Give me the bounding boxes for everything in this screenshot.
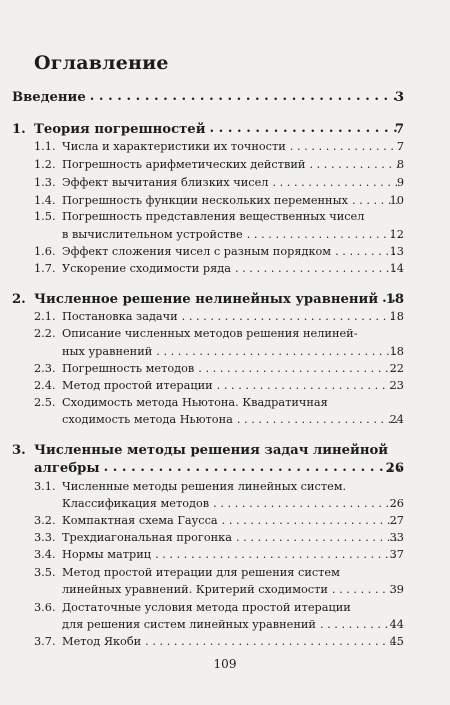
item-title: Погрешность арифметических действий [62, 158, 306, 171]
item-number: 3.4. [34, 548, 56, 561]
toc-item-cont [34, 618, 404, 631]
toc-item-cont [34, 345, 404, 358]
item-page: 27 [389, 514, 404, 527]
item-number: 2.5. [34, 396, 56, 409]
item-title-line2: сходимость метода Ньютона [62, 413, 233, 426]
toc-item [34, 176, 404, 189]
item-page: 8 [396, 158, 404, 171]
chapter-page: 26 [385, 461, 404, 476]
toc-item [34, 379, 404, 392]
item-number: 1.1. [34, 140, 56, 153]
item-number: 1.3. [34, 176, 56, 189]
toc-item [34, 327, 404, 340]
toc-chapter [12, 292, 404, 307]
toc-intro-title: Введение [12, 90, 86, 105]
item-title-line1: Погрешность представления вещественных чисел [62, 210, 365, 223]
item-title: Нормы матриц [62, 548, 152, 561]
toc-chapter [12, 443, 404, 458]
toc-item [34, 480, 404, 493]
item-title: Метод простой итерации [62, 379, 213, 392]
toc-item [34, 262, 404, 275]
item-page: 7 [396, 140, 404, 153]
item-number: 3.3. [34, 531, 56, 544]
item-page: 23 [389, 379, 404, 392]
item-page: 26 [389, 497, 404, 510]
item-page: 12 [389, 228, 404, 241]
item-title-line2: для решения систем линейных уравнений [62, 618, 316, 631]
item-title: Ускорение сходимости ряда [62, 262, 231, 275]
item-title-line1: Сходимость метода Ньютона. Квадратичная [62, 396, 328, 409]
toc-item-cont [34, 228, 404, 241]
item-number: 1.7. [34, 262, 56, 275]
item-number: 1.4. [34, 194, 56, 207]
item-title: Погрешность функции нескольких переменных [62, 194, 348, 207]
item-number: 3.6. [34, 601, 56, 614]
page-title: Оглавление [34, 52, 169, 74]
item-number: 2.4. [34, 379, 56, 392]
toc-item [34, 194, 404, 207]
toc-intro [12, 90, 404, 105]
item-page: 13 [389, 245, 404, 258]
item-page: 44 [389, 618, 404, 631]
item-page: 18 [389, 310, 404, 323]
item-page: 45 [389, 635, 404, 648]
item-title-line2: в вычислительном устройстве [62, 228, 243, 241]
item-title: Эффект вычитания близких чисел [62, 176, 269, 189]
toc-item-cont [34, 583, 404, 596]
chapter-number: 1. [12, 122, 26, 137]
toc-item [34, 140, 404, 153]
item-number: 2.2. [34, 327, 56, 340]
item-title-line2: Классификация методов [62, 497, 210, 510]
chapter-title: Теория погрешностей [34, 122, 206, 137]
item-number: 1.2. [34, 158, 56, 171]
toc-item [34, 548, 404, 561]
toc-intro-page: 3 [394, 90, 404, 105]
item-page: 37 [389, 548, 404, 561]
item-number: 1.6. [34, 245, 56, 258]
chapter-number: 3. [12, 443, 26, 458]
item-title-line1: Метод простой итерации для решения систем [62, 566, 340, 579]
item-title: Постановка задачи [62, 310, 178, 323]
item-page: 24 [389, 413, 404, 426]
toc-item [34, 210, 404, 223]
chapter-title: Численное решение нелинейных уравнений [34, 292, 379, 307]
toc-item [34, 362, 404, 375]
toc-chapter [12, 122, 404, 137]
toc-item [34, 566, 404, 579]
toc-chapter-cont [12, 461, 404, 476]
item-number: 3.7. [34, 635, 56, 648]
chapter-title-line2: алгебры [34, 461, 100, 476]
toc-item [34, 601, 404, 614]
toc-item-cont [34, 497, 404, 510]
toc-item-cont [34, 413, 404, 426]
item-page: 10 [389, 194, 404, 207]
toc-item [34, 245, 404, 258]
chapter-page: 18 [385, 292, 404, 307]
item-title: Метод Якоби [62, 635, 142, 648]
item-page: 18 [389, 345, 404, 358]
chapter-page: 7 [394, 122, 404, 137]
item-title-line2: ных уравнений [62, 345, 153, 358]
toc-item [34, 635, 404, 648]
item-page: 14 [389, 262, 404, 275]
item-page: 33 [389, 531, 404, 544]
item-title-line1: Численные методы решения линейных систем. [62, 480, 347, 493]
toc-item [34, 531, 404, 544]
item-title-line2: линейных уравнений. Критерий сходимости [62, 583, 328, 596]
item-number: 3.2. [34, 514, 56, 527]
item-page: 9 [396, 176, 404, 189]
page-number: 109 [213, 657, 237, 671]
toc-item [34, 396, 404, 409]
item-page: 22 [389, 362, 404, 375]
item-number: 1.5. [34, 210, 56, 223]
item-title: Погрешность методов [62, 362, 195, 375]
chapter-title-line1: Численные методы решения задач линейной [34, 443, 389, 458]
chapter-number: 2. [12, 292, 26, 307]
item-title: Числа и характеристики их точности [62, 140, 286, 153]
item-title-line1: Описание численных методов решения нелиней- [62, 327, 358, 340]
toc-item [34, 310, 404, 323]
item-page: 39 [389, 583, 404, 596]
toc-item [34, 514, 404, 527]
item-number: 2.3. [34, 362, 56, 375]
item-title: Эффект сложения чисел с разным порядком [62, 245, 332, 258]
item-number: 3.5. [34, 566, 56, 579]
item-number: 2.1. [34, 310, 56, 323]
item-number: 3.1. [34, 480, 56, 493]
item-title: Трехдиагональная прогонка [62, 531, 232, 544]
item-title: Компактная схема Гаусса [62, 514, 218, 527]
item-title-line1: Достаточные условия метода простой итерации [62, 601, 351, 614]
toc-item [34, 158, 404, 171]
